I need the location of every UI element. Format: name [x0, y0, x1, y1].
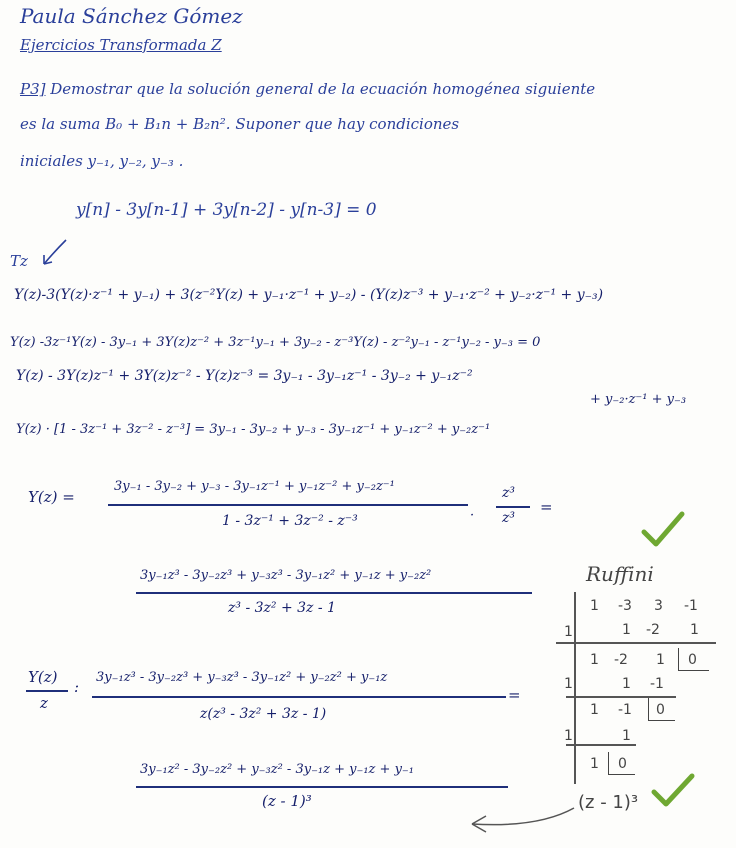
- problem-text-3: iniciales y₋₁, y₋₂, y₋₃ .: [20, 152, 184, 170]
- problem-text-1: Demostrar que la solución general de la ecuación homogénea siguiente: [50, 80, 596, 98]
- checkmark-icon: [640, 510, 686, 550]
- ruffini-mult: -2: [646, 622, 660, 638]
- fraction-1-denominator: 1 - 3z⁻¹ + 3z⁻² - z⁻³: [222, 513, 358, 529]
- transform-arrow-icon: [36, 236, 72, 270]
- ruffini-result: 1: [590, 756, 599, 772]
- ruffini-mult: 1: [622, 622, 631, 638]
- ruffini-remainder: 0: [688, 652, 697, 668]
- fraction-3-denominator: z(z³ - 3z² + 3z - 1): [200, 706, 327, 722]
- ruffini-result: -2: [614, 652, 628, 668]
- ruffini-remainder: 0: [618, 756, 627, 772]
- fraction-3-eq-prefix: :: [74, 678, 80, 696]
- ruffini-result: 1: [656, 652, 665, 668]
- fraction-1-mult-bar: [496, 506, 530, 508]
- fraction-3-numerator: 3y₋₁z³ - 3y₋₂z³ + y₋₃z³ - 3y₋₁z² + y₋₂z² + y₋₁z: [96, 670, 388, 685]
- page-subtitle: Ejercicios Transformada Z: [20, 36, 222, 54]
- fraction-1-numerator: 3y₋₁ - 3y₋₂ + y₋₃ - 3y₋₁z⁻¹ + y₋₁z⁻² + y₋₂z⁻¹: [114, 479, 395, 494]
- fraction-3-lhs-bar: [26, 690, 68, 692]
- ruffini-coef: -3: [618, 598, 632, 614]
- fraction-3-bar: [92, 696, 506, 698]
- ruffini-mult: 1: [690, 622, 699, 638]
- fraction-1-lhs: Y(z) =: [28, 488, 75, 506]
- ruffini-result: 1: [590, 702, 599, 718]
- step-2: Y(z) -3z⁻¹Y(z) - 3y₋₁ + 3Y(z)z⁻² + 3z⁻¹y₋₁ + 3y₋₂ - z⁻³Y(z) - z⁻²y₋₁ - z⁻¹y₋₂ - y₋₃ = 0: [10, 335, 541, 350]
- arrow-left-icon: [458, 800, 578, 840]
- fraction-1-mult-den: z³: [502, 510, 515, 526]
- fraction-4-denominator: (z - 1)³: [262, 792, 312, 810]
- fraction-3-lhs-num: Y(z): [28, 668, 58, 686]
- fraction-3-lhs-den: z: [40, 694, 48, 712]
- ruffini-mult: -1: [650, 676, 664, 692]
- ruffini-line-3: [566, 744, 636, 746]
- difference-equation: y[n] - 3y[n-1] + 3y[n-2] - y[n-3] = 0: [76, 200, 377, 220]
- step-3a: Y(z) - 3Y(z)z⁻¹ + 3Y(z)z⁻² - Y(z)z⁻³ = 3y₋₁ - 3y₋₁z⁻¹ - 3y₋₂ + y₋₁z⁻²: [16, 368, 473, 384]
- checkmark-icon: [650, 772, 696, 812]
- ruffini-root: 1: [564, 624, 573, 640]
- ruffini-root: 1: [564, 728, 573, 744]
- fraction-1-dot: ·: [470, 508, 475, 523]
- ruffini-mult: 1: [622, 728, 631, 744]
- ruffini-vertical-line: [574, 592, 576, 784]
- step-1: Y(z)-3(Y(z)·z⁻¹ + y₋₁) + 3(z⁻²Y(z) + y₋₁·z⁻¹ + y₋₂) - (Y(z)z⁻³ + y₋₁·z⁻² + y₋₂·z⁻¹ + y₋₃): [14, 287, 604, 303]
- ruffini-coef: 1: [590, 598, 599, 614]
- fraction-2-numerator: 3y₋₁z³ - 3y₋₂z³ + y₋₃z³ - 3y₋₁z² + y₋₁z + y₋₂z²: [140, 568, 432, 583]
- author-name: Paula Sánchez Gómez: [20, 4, 243, 28]
- ruffini-line-1: [556, 642, 716, 644]
- tz-label: Tz: [10, 252, 28, 270]
- ruffini-coef: 3: [654, 598, 663, 614]
- ruffini-factor-result: (z - 1)³: [578, 792, 639, 813]
- fraction-4-numerator: 3y₋₁z² - 3y₋₂z² + y₋₃z² - 3y₋₁z + y₋₁z + y₋₁: [140, 762, 414, 777]
- problem-statement-line-1: [20, 80, 595, 98]
- fraction-1-equals: =: [540, 498, 553, 516]
- fraction-4-bar: [136, 786, 508, 788]
- ruffini-result: -1: [618, 702, 632, 718]
- ruffini-remainder: 0: [656, 702, 665, 718]
- step-3b: + y₋₂·z⁻¹ + y₋₃: [590, 392, 687, 407]
- problem-label: P3]: [20, 80, 46, 98]
- fraction-2-bar: [136, 592, 532, 594]
- ruffini-result: 1: [590, 652, 599, 668]
- ruffini-title: Ruffini: [586, 562, 654, 586]
- step-4: Y(z) · [1 - 3z⁻¹ + 3z⁻² - z⁻³] = 3y₋₁ - 3y₋₂ + y₋₃ - 3y₋₁z⁻¹ + y₋₁z⁻² + y₋₂z⁻¹: [16, 422, 491, 437]
- problem-text-2: es la suma B₀ + B₁n + B₂n². Suponer que hay condiciones: [20, 115, 460, 133]
- fraction-1-bar: [108, 504, 468, 506]
- ruffini-mult: 1: [622, 676, 631, 692]
- fraction-3-equals: =: [508, 686, 521, 704]
- ruffini-coef: -1: [684, 598, 698, 614]
- fraction-1-mult-num: z³: [502, 485, 515, 501]
- fraction-2-denominator: z³ - 3z² + 3z - 1: [228, 600, 336, 616]
- ruffini-root: 1: [564, 676, 573, 692]
